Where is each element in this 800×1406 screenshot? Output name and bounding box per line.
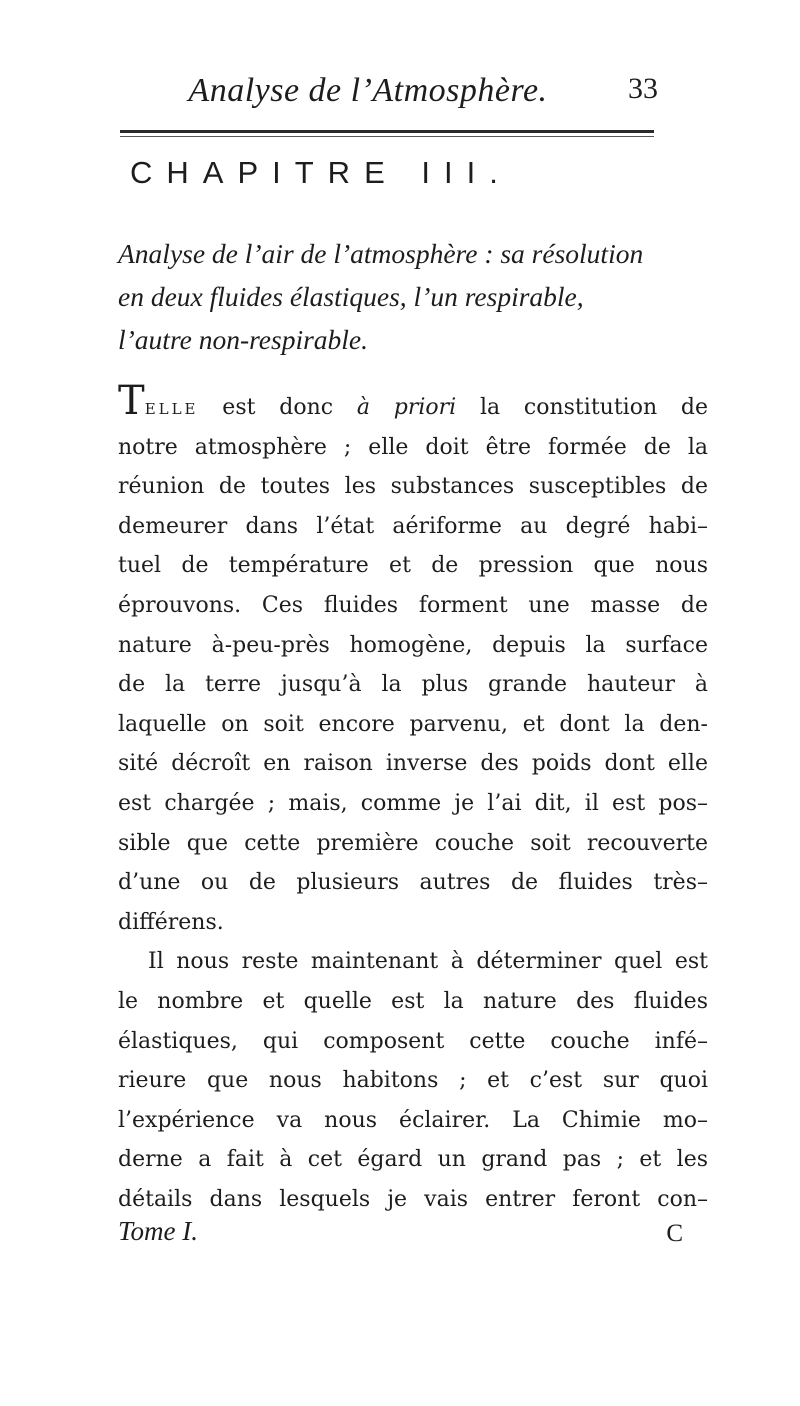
chapter-subtitle bbox=[118, 232, 703, 361]
subtitle-line: Analyse de l’air de l’atmosphère : sa résolution bbox=[118, 238, 644, 269]
running-head bbox=[118, 72, 658, 118]
drop-cap: T bbox=[118, 378, 145, 424]
text-line: éprouvons. Ces fluides forment une masse de bbox=[118, 592, 708, 618]
text-line: le nombre et quelle est la nature des fluides bbox=[118, 988, 708, 1014]
text-line: notre atmosphère ; elle doit être formée de la bbox=[118, 434, 708, 460]
text-line: élastiques, qui composent cette couche infé– bbox=[118, 1028, 708, 1054]
text-line: Il nous reste maintenant à déterminer quel est bbox=[148, 949, 708, 975]
text-line: rieure que nous habitons ; et c’est sur quoi bbox=[118, 1068, 708, 1094]
text-line: de la terre jusqu’à la plus grande hauteur à bbox=[118, 672, 708, 698]
text-line: nature à-peu-près homogène, depuis la surface bbox=[118, 632, 708, 658]
text-line: détails dans lesquels je vais entrer feront con– bbox=[118, 1186, 708, 1212]
italic-phrase: à priori bbox=[356, 395, 457, 420]
text-line: différens. bbox=[118, 909, 224, 935]
text-line: sible que cette première couche soit recouverte bbox=[118, 830, 708, 856]
text-line: laquelle on soit encore parvenu, et dont la den- bbox=[118, 711, 708, 737]
text-line: est chargée ; mais, comme je l’ai dit, il est pos– bbox=[118, 790, 708, 816]
text-line: réunion de toutes les substances susceptibles de bbox=[118, 474, 708, 500]
text-line: d’une ou de plusieurs autres de fluides très– bbox=[118, 870, 708, 896]
signature-mark: C bbox=[666, 1220, 683, 1247]
page-number: 33 bbox=[628, 72, 658, 105]
text-line: tuel de température et de pression que nous bbox=[118, 553, 708, 579]
subtitle-line: en deux fluides élastiques, l’un respirable, bbox=[118, 281, 584, 312]
text-line: derne a fait à cet égard un grand pas ; et les bbox=[118, 1147, 708, 1173]
text-line: sité décroît en raison inverse des poids dont elle bbox=[118, 751, 708, 777]
small-caps-word: elle bbox=[144, 395, 199, 420]
body-text bbox=[118, 378, 709, 1219]
volume-label: Tome I. bbox=[118, 1216, 199, 1246]
running-title: Analyse de l’Atmosphère. bbox=[188, 72, 548, 109]
text-run: la constitution de bbox=[456, 395, 709, 420]
text-line: l’expérience va nous éclairer. La Chimie mo– bbox=[118, 1107, 708, 1133]
header-rule bbox=[120, 130, 654, 133]
first-line bbox=[118, 378, 709, 428]
header-rule-thin bbox=[120, 136, 654, 137]
page-footer bbox=[118, 1216, 683, 1256]
text-run: est donc bbox=[198, 395, 357, 420]
subtitle-line: l’autre non-respirable. bbox=[118, 324, 369, 355]
text-line: demeurer dans l’état aériforme au degré habi– bbox=[118, 513, 708, 539]
chapter-heading: CHAPITRE III. bbox=[130, 155, 512, 190]
